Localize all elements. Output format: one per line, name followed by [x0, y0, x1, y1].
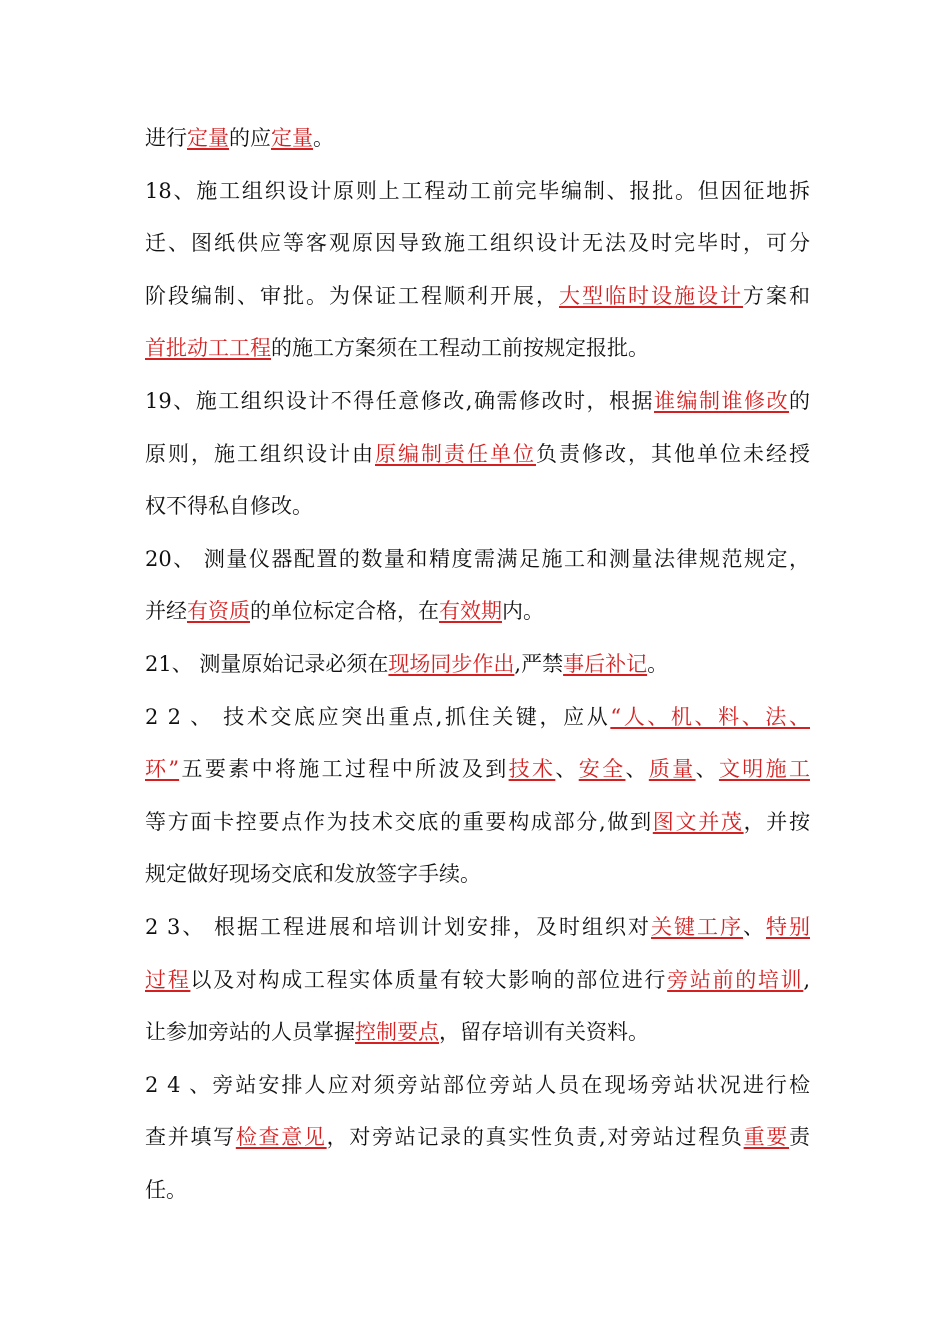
text-run: 查并填写 — [145, 1125, 236, 1150]
text-run: 19、施工组织设计不得任意修改,确需修改时，根据 — [145, 388, 654, 413]
text-run: 迁、图纸供应等客观原因导致施工组织设计无法及时完毕时，可分 — [145, 231, 810, 256]
text-run: 任。 — [145, 1177, 187, 1202]
text-line — [145, 1164, 810, 1217]
highlighted-term: 有效期 — [439, 599, 502, 624]
highlighted-term: 过程 — [145, 967, 191, 992]
highlighted-term: 安全 — [578, 757, 626, 782]
highlighted-term: 重要 — [743, 1125, 790, 1150]
text-run: 20、 测量仪器配置的数量和精度需满足施工和测量法律规范规定， — [145, 546, 810, 571]
highlighted-term: 检查意见 — [235, 1125, 327, 1150]
text-line — [145, 1111, 810, 1164]
text-line — [145, 901, 810, 954]
text-run: 等方面卡控要点作为技术交底的重要构成部分,做到 — [145, 809, 653, 834]
text-run: 2 4 、旁站安排人应对须旁站部位旁站人员在现场旁站状况进行检 — [145, 1072, 810, 1097]
text-run: 、 — [625, 757, 649, 782]
text-run: 并经 — [145, 599, 187, 624]
text-run: 负责修改，其他单位未经授 — [536, 441, 810, 466]
text-run: 责 — [789, 1125, 810, 1150]
text-line — [145, 480, 810, 533]
text-line — [145, 533, 810, 586]
highlighted-term: 事后补记 — [563, 651, 648, 676]
highlighted-term: 原编制责任单位 — [375, 441, 536, 466]
text-run: 21、 测量原始记录必须在 — [145, 651, 389, 676]
highlighted-term: 首批动工工程 — [145, 336, 271, 361]
text-run: 规定做好现场交底和发放签字手续。 — [145, 862, 481, 887]
text-run: 的应 — [229, 126, 271, 150]
text-run: ,严禁 — [514, 651, 564, 676]
text-run: 方案和 — [743, 283, 810, 308]
highlighted-term: 现场同步作出 — [388, 651, 515, 676]
text-run: 阶段编制、审批。为保证工程顺利开展， — [145, 283, 559, 308]
highlighted-term: 定量 — [271, 126, 313, 150]
highlighted-term: 有资质 — [187, 599, 250, 624]
text-run: 以及对构成工程实体质量有较大影响的部位进行 — [190, 967, 668, 992]
highlighted-term: 大型临时设施设计 — [559, 283, 743, 308]
text-line — [145, 270, 810, 323]
highlighted-term: 技术 — [508, 757, 556, 782]
highlighted-term: 定量 — [187, 126, 229, 150]
highlighted-term: 质量 — [648, 757, 696, 782]
highlighted-term: 关键工序 — [651, 914, 744, 939]
text-line — [145, 796, 810, 849]
highlighted-term: 文明施工 — [718, 757, 810, 782]
text-run: 。 — [647, 651, 669, 676]
text-run: 五要素中将施工过程中所波及到 — [179, 757, 509, 782]
text-line — [145, 954, 810, 1007]
document-body — [145, 112, 810, 1216]
text-line — [145, 217, 810, 270]
text-line — [145, 322, 810, 375]
text-run: ，留存培训有关资料。 — [439, 1020, 649, 1045]
text-run: 、 — [555, 757, 579, 782]
highlighted-term: 环” — [145, 757, 180, 782]
text-line — [145, 585, 810, 638]
highlighted-term: 图文并茂 — [652, 809, 744, 834]
text-run: 进行 — [145, 126, 187, 150]
text-line — [145, 638, 810, 691]
text-line — [145, 375, 810, 428]
text-line — [145, 691, 810, 744]
text-run: , — [803, 967, 810, 992]
text-run: 的施工方案须在工程动工前按规定报批。 — [271, 336, 649, 361]
text-run: 、 — [743, 914, 767, 939]
highlighted-term: 控制要点 — [355, 1020, 439, 1045]
text-run: 、 — [695, 757, 719, 782]
text-run: 2 3、 根据工程进展和培训计划安排，及时组织对 — [145, 914, 652, 939]
text-line — [145, 743, 810, 796]
highlighted-term: “人、机、料、法、 — [610, 704, 810, 729]
text-line — [145, 112, 810, 165]
text-run: 权不得私自修改。 — [145, 494, 313, 519]
text-run: 的单位标定合格，在 — [250, 599, 439, 624]
text-run: ，并按 — [743, 809, 810, 834]
text-run: 原则，施工组织设计由 — [145, 441, 375, 466]
highlighted-term: 特别 — [766, 914, 810, 939]
highlighted-term: 旁站前的培训 — [667, 967, 804, 992]
text-line — [145, 428, 810, 481]
text-line — [145, 848, 810, 901]
text-run: 。 — [313, 126, 334, 150]
highlighted-term: 谁编制谁修改 — [653, 388, 790, 413]
text-run: 2 2 、 技术交底应突出重点,抓住关键，应从 — [145, 704, 611, 729]
text-run: 18、施工组织设计原则上工程动工前完毕编制、报批。但因征地拆 — [145, 178, 810, 203]
text-run: 让参加旁站的人员掌握 — [145, 1020, 355, 1045]
text-line — [145, 1059, 810, 1112]
text-line — [145, 165, 810, 218]
text-run: 内。 — [502, 599, 544, 624]
text-run: ，对旁站记录的真实性负责,对旁站过程负 — [326, 1125, 744, 1150]
text-line — [145, 1006, 810, 1059]
text-run: 的 — [789, 388, 810, 413]
